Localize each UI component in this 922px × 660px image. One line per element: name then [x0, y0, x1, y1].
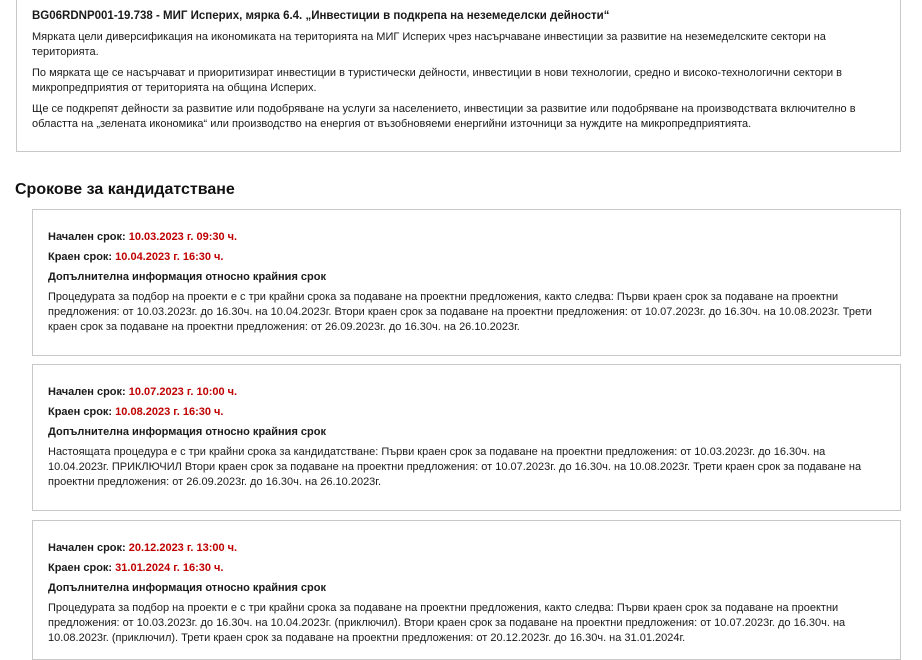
additional-info-text: Процедурата за подбор на проекти е с три крайни срока за подаване на проектни предложения, както следва: Първи краен срок за подаване на проектни предложения: от 10.03.2023г. до 16.30ч. на 10.04.2023г. (приключил). Втори краен срок за подаване на проектни предложения: от 10.07.2023г. до 16.30ч. на 10.08.2023г. (приключил). Трети краен срок за подаване на проектни предложения: от 20.12.2023г. до 16.30ч. на 31.01.2024г. [48, 602, 846, 644]
deadlines-section-title: Срокове за кандидатстване [15, 181, 235, 198]
measure-title: BG06RDNP001-19.738 - МИГ Исперих, мярка 6.4. „Инвестиции в подкрепа на неземеделски дейности“ [32, 10, 610, 22]
additional-info-label: Допълнителна информация относно крайния срок [48, 426, 326, 438]
end-date-value: 10.08.2023 г. 16:30 ч. [115, 406, 224, 418]
deadline-period-card [32, 520, 901, 660]
additional-info-label: Допълнителна информация относно крайния срок [48, 271, 326, 283]
start-date-row [48, 230, 886, 244]
end-date-label: Краен срок: [48, 406, 113, 418]
additional-info-label: Допълнителна информация относно крайния срок [48, 582, 326, 594]
end-date-row [48, 405, 886, 419]
start-date-value: 10.03.2023 г. 09:30 ч. [128, 231, 238, 243]
end-date-label: Краен срок: [48, 251, 113, 263]
end-date-value: 10.04.2023 г. 16:30 ч. [115, 251, 224, 263]
start-date-value: 20.12.2023 г. 13:00 ч. [128, 542, 238, 554]
start-date-value: 10.07.2023 г. 10:00 ч. [128, 386, 238, 398]
measure-paragraph: Мярката цели диверсификация на икономиката на територията на МИГ Исперих чрез насърчаване инвестиции за развитие на неземеделските сектори на територията. [32, 31, 826, 58]
additional-info-text: Процедурата за подбор на проекти е с три крайни срока за подаване на проектни предложения, както следва: Първи краен срок за подаване на проектни предложения: от 10.03.2023г. до 16.30ч. на 10.04.2023г. Втори краен срок за подаване на проектни предложения: от 10.07.2023г. до 16.30ч. на 10.08.2023г. Трети краен срок за подаване на проектни предложения: от 26.09.2023г. до 16.30ч. на 26.10.2023г. [48, 291, 872, 333]
measure-paragraph: По мярката ще се насърчават и приоритизират инвестиции в туристически дейности, инвестиции в нови технологии, средно и високо-технологични сектори в микропредприятия от територията на община Исперих. [32, 67, 843, 94]
measure-paragraph: Ще се подкрепят дейности за развитие или подобряване на услуги за населението, инвестиции за развитие или подобряване на производствата включително в областта на „зелената икономика“ или производство на енергия от възобновяеми енергийни източници за нуждите на микропредприятията. [32, 103, 856, 130]
additional-info-text: Настоящата процедура е с три крайни срока за кандидатстване: Първи краен срок за подаване на проектни предложения: от 10.03.2023г. до 16.30ч. на 10.04.2023г. ПРИКЛЮЧИЛ Втори краен срок за подаване на проектни предложения: от 10.07.2023г. до 16.30ч. на 10.08.2023г. Трети краен срок за подаване на проектни предложения: от 26.09.2023г. до 16.30ч. на 26.10.2023г. [48, 446, 862, 488]
end-date-label: Краен срок: [48, 562, 113, 574]
deadline-period-card [32, 209, 901, 356]
end-date-value: 31.01.2024 г. 16:30 ч. [115, 562, 224, 574]
start-date-label: Начален срок: [48, 386, 126, 398]
start-date-row [48, 541, 886, 555]
start-date-label: Начален срок: [48, 542, 126, 554]
deadline-period-card [32, 364, 901, 511]
start-date-label: Начален срок: [48, 231, 126, 243]
start-date-row [48, 385, 886, 399]
measure-description-box [16, 0, 901, 152]
end-date-row [48, 561, 886, 575]
end-date-row [48, 250, 886, 264]
